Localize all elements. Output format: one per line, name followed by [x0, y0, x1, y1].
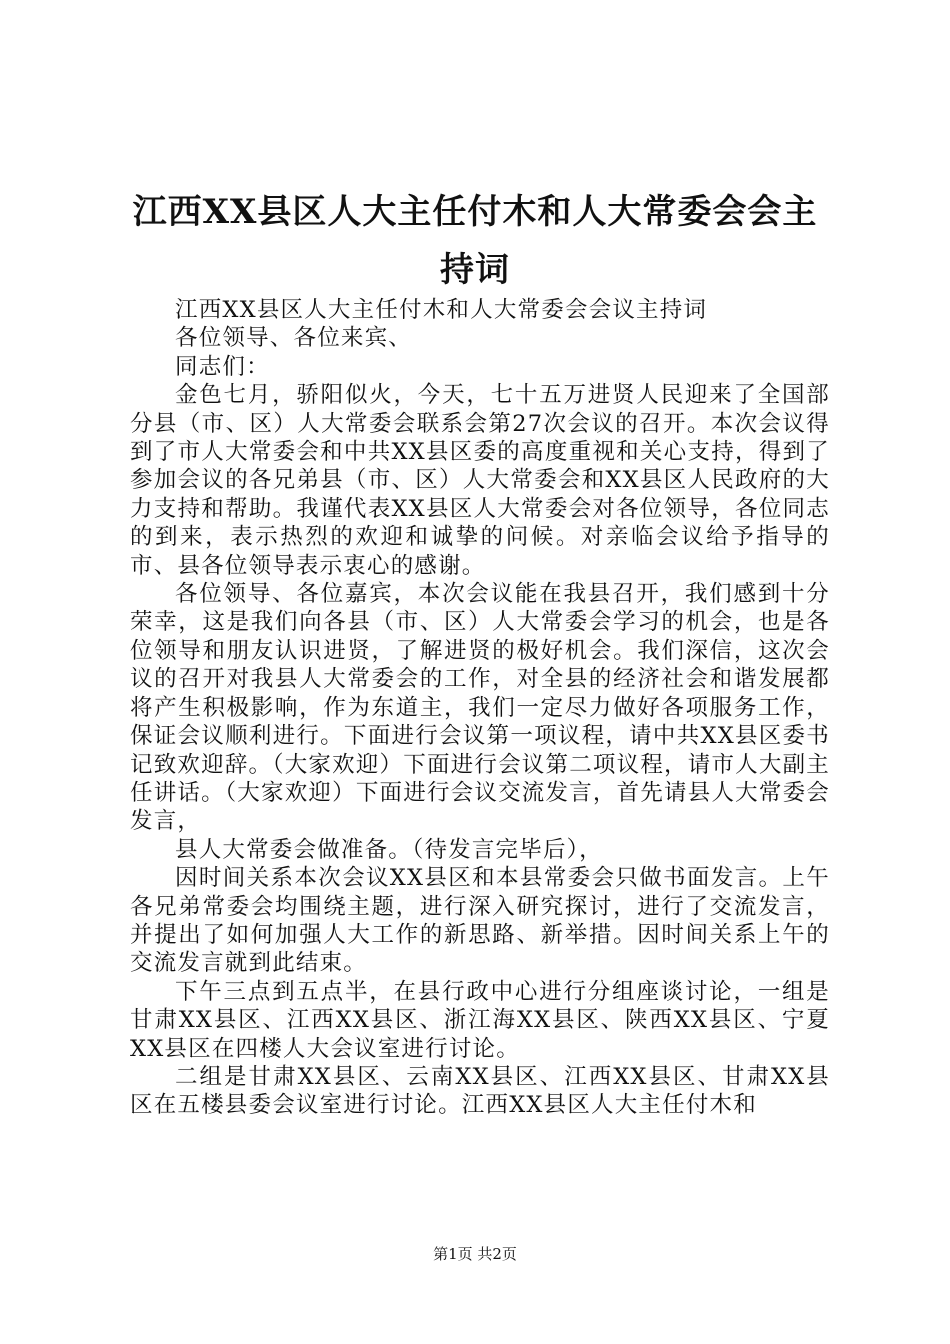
paragraph-prepare: 县人大常委会做准备。（待发言完毕后）， — [175, 836, 603, 863]
paragraph-greeting: 各位领导、各位来宾、 — [175, 325, 413, 352]
page-footer: 第1页 共2页 — [433, 1245, 517, 1263]
paragraph-written-speech: 因时间关系本次会议XX县区和本县常委会只做书面发言。上午各兄弟常委会均围绕主题，进行深入研究探讨，进行了交流发言，并提出了如何加强人大工作的新思路、新举措。因时间关系上午的交流发言就到此结束。 — [130, 865, 830, 977]
document-title: 江西XX县区人大主任付木和人大常委会会主持词 — [132, 192, 818, 290]
paragraph-subtitle: 江西XX县区人大主任付木和人大常委会会议主持词 — [175, 297, 708, 323]
paragraph-greeting-comrades: 同志们： — [175, 353, 270, 380]
paragraph-group-one: 下午三点到五点半，在县行政中心进行分组座谈讨论，一组是甘肃XX县区、江西XX县区、浙江海XX县区、陕西XX县区、宁夏XX县区在四楼人大会议室进行讨论。 — [130, 978, 830, 1062]
paragraph-group-two: 二组是甘肃XX县区、云南XX县区、江西XX县区、甘肃XX县区在五楼县委会议室进行讨论。江西XX县区人大主任付木和 — [130, 1063, 830, 1119]
paragraph-agenda: 各位领导、各位嘉宾，本次会议能在我县召开，我们感到十分荣幸，这是我们向各县（市、区）人大常委会学习的机会，也是各位领导和朋友认识进贤，了解进贤的极好机会。我们深信，这次会议的召开对我县人大常委会的工作，对全县的经济社会和谐发展都将产生积极影响，作为东道主，我们一定尽力做好各项服务工作，保证会议顺利进行。下面进行会议第一项议程，请中共XX县区委书记致欢迎辞。（大家欢迎）下面进行会议第二项议程，请市人大副主任讲话。（大家欢迎）下面进行会议交流发言，首先请县人大常委会发言， — [130, 581, 830, 835]
paragraph-welcome: 金色七月，骄阳似火，今天，七十五万进贤人民迎来了全国部分县（市、区）人大常委会联系会第27次会议的召开。本次会议得到了市人大常委会和中共XX县区委的高度重视和关心支持，得到了参加会议的各兄弟县（市、区）人大常委会和XX县区人民政府的大力支持和帮助。我谨代表XX县区人大常委会对各位领导，各位同志的到来，表示热烈的欢迎和诚挚的问候。对亲临会议给予指导的市、县各位领导表示衷心的感谢。 — [130, 382, 830, 579]
document-body — [130, 296, 830, 1120]
